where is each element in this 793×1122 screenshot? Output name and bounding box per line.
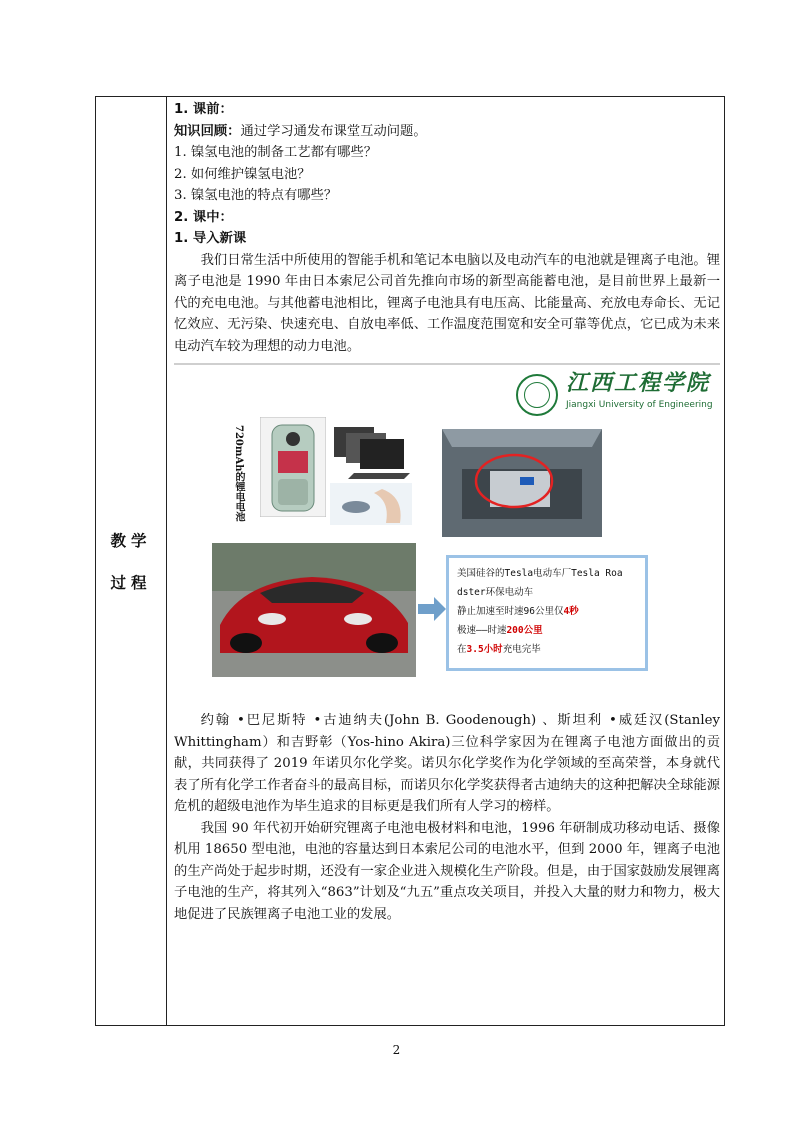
- lesson-table: [95, 96, 725, 1026]
- question-2: 2. 如何维护镍氢电池？: [174, 166, 311, 182]
- arrow-right-icon: [418, 597, 446, 621]
- tesla-line-2: dster环保电动车: [457, 587, 534, 598]
- logo-english-name: Jiangxi University of Engineering: [566, 399, 713, 410]
- row-label-teaching: 教学: [110, 532, 152, 550]
- university-logo: [516, 373, 713, 416]
- nobel-paragraph: 约翰 •巴尼斯特 •古迪纳夫(John B. Goodenough) 、斯坦利 •威廷汉(Stanley Whittingham）和吉野彰（Yos-hino Akira)三位科学家因为在锂离子电池方面做出的贡献，共同获得了 2019 年诺贝尔化学奖。诺贝尔化学奖作为化学领域的至高荣誉，本身就代表了所有化学工作者奋斗的最高目标，而诺贝尔化学奖获得者古迪纳夫的这种把解决全球能源危机的超级电池作为毕生追求的目标更是我们所有人学习的榜样。: [174, 713, 720, 814]
- camcorder-image: [330, 483, 412, 525]
- question-3: 3. 镍氢电池的特点有哪些？: [174, 188, 338, 203]
- intro-paragraph: 我们日常生活中所使用的智能手机和笔记本电脑以及电动汽车的电池就是锂离子电池。锂离子电池是 1990 年由日本索尼公司首先推向市场的新型高能蓄电池，是目前世界上最新一代的充电电池。与其他蓄电池相比，锂离子电池具有电压高、比能量高、充放电寿命长、无记忆效应、无污染、快速充电、自放电率低、工作温度范围宽和安全可靠等优点，它已成为未来电动汽车较为理想的动力电池。: [174, 252, 720, 354]
- column-divider: [166, 97, 167, 1025]
- tesla-line-3: 静止加速至时速96公里仅4秒: [457, 606, 579, 617]
- logo-chinese-name: 江西工程学院: [566, 371, 711, 396]
- china-paragraph: 我国 90 年代初开始研究锂离子电池电极材料和电池，1996 年研制成功移动电话、摄像机用 18650 型电池，电池的容量达到日本索尼公司的电池水平，但到 2000 年，锂离子电池的生产尚处于起步时期，还没有一家企业进入规模化生产阶段。但是，由于国家鼓励发展锂离子电池的生产，将其列入“863”计划及“九五”重点攻关项目，并投入大量的财力和物力，极大地促进了民族锂离子电池工业的发展。: [174, 820, 720, 922]
- section-in-class-title: 2. 课中：: [174, 209, 233, 225]
- tesla-line-1: 美国硅谷的Tesla电动车厂Tesla Roa: [457, 568, 623, 579]
- slide-figure: [174, 365, 720, 710]
- phone-image: [260, 417, 326, 517]
- row-label-process: 过程: [110, 574, 152, 592]
- tesla-line-5: 在3.5小时充电完毕: [457, 644, 541, 655]
- content-cell: [174, 99, 720, 925]
- university-seal-icon: [516, 374, 558, 416]
- laptops-image: [330, 423, 412, 479]
- question-1: 1. 镍氢电池的制备工艺都有哪些？: [174, 145, 378, 160]
- tesla-line-4: 极速——时速200公里: [457, 625, 543, 636]
- review-label: 知识回顾：: [174, 123, 241, 139]
- review-text: 通过学习通发布课堂互动问题。: [240, 123, 427, 139]
- knowledge-review: [174, 121, 720, 143]
- engine-bay-image: [442, 429, 602, 537]
- section-pre-class-title: 1. 课前：: [174, 102, 233, 117]
- page-number: 2: [392, 1043, 401, 1057]
- subsection-title: 1. 导入新课: [174, 231, 247, 246]
- phone-caption: 720mAh的锂电电池: [233, 425, 244, 522]
- tesla-info-box: [446, 555, 648, 671]
- tesla-car-image: [212, 543, 416, 677]
